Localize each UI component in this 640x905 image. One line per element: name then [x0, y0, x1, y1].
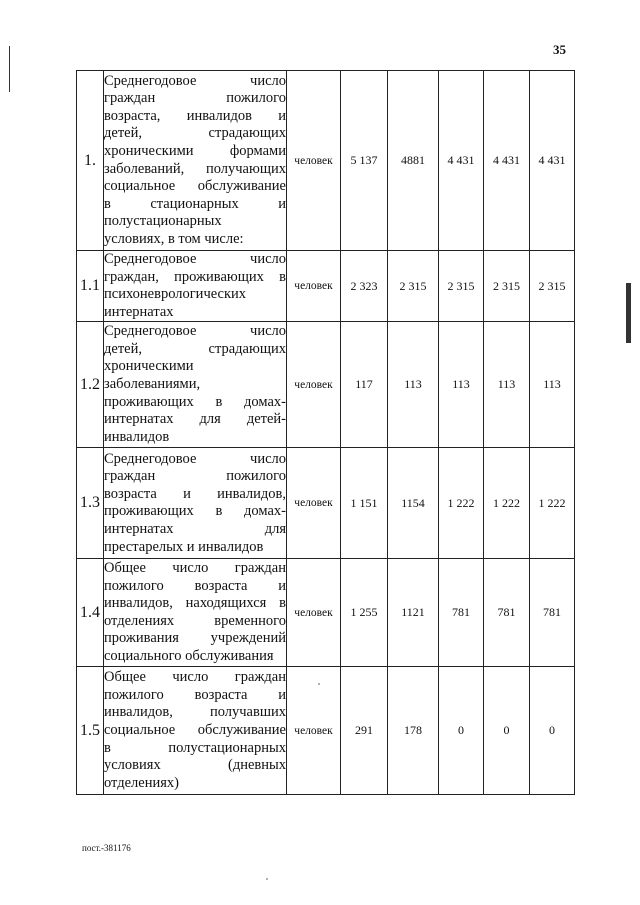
description-line: престарелых и инвалидов	[104, 538, 264, 555]
page-number: 35	[553, 42, 566, 57]
description-line: интернатах для	[104, 520, 286, 537]
description-line: интернатах	[104, 303, 174, 320]
description-line: условиях, в том числе:	[104, 230, 244, 247]
value-cell: 2 315	[530, 251, 575, 322]
description-line: социальное обслуживание	[104, 178, 286, 195]
description-line: социальное обслуживание	[104, 722, 286, 739]
statistics-table	[76, 70, 575, 795]
value-cell: 5 137	[341, 71, 388, 251]
scan-speck	[266, 878, 268, 880]
description-line: проживающих в домах-	[104, 503, 286, 520]
value-cell: 4 431	[439, 71, 484, 251]
description-line: хроническими	[104, 358, 194, 375]
value-cell: 781	[484, 559, 530, 667]
indicator-description	[104, 667, 287, 795]
table-body	[77, 71, 575, 795]
table-row	[77, 71, 575, 251]
footer-document-code: пост.-381176	[82, 843, 131, 853]
description-line: граждан, проживающих в	[104, 268, 286, 285]
value-cell: 113	[484, 322, 530, 448]
table-row	[77, 667, 575, 795]
scan-edge-mark	[9, 46, 10, 92]
description-line: психоневрологических	[104, 286, 247, 303]
unit-of-measure: человек	[287, 71, 341, 251]
description-line: в полустационарных	[104, 739, 286, 756]
row-number: 1.2	[77, 322, 104, 448]
value-cell: 4 431	[530, 71, 575, 251]
value-cell: 113	[388, 322, 439, 448]
description-line: заболеваний, получающих	[104, 160, 286, 177]
unit-of-measure: человек	[287, 448, 341, 559]
value-cell: 178	[388, 667, 439, 795]
description-line: граждан пожилого	[104, 468, 286, 485]
unit-of-measure: человек	[287, 667, 341, 795]
value-cell: 113	[530, 322, 575, 448]
description-line: детей, страдающих	[104, 340, 286, 357]
value-cell: 4 431	[484, 71, 530, 251]
table-row	[77, 322, 575, 448]
scan-speck	[318, 683, 320, 685]
indicator-description	[104, 322, 287, 448]
description-line: интернатах для детей-	[104, 411, 286, 428]
description-line: возраста и инвалидов,	[104, 485, 286, 502]
value-cell: 1154	[388, 448, 439, 559]
unit-of-measure: человек	[287, 251, 341, 322]
table-row	[77, 559, 575, 667]
table-row	[77, 251, 575, 322]
description-line: инвалидов	[104, 428, 170, 445]
value-cell: 117	[341, 322, 388, 448]
row-number: 1.	[77, 71, 104, 251]
indicator-description	[104, 559, 287, 667]
row-number: 1.4	[77, 559, 104, 667]
value-cell: 291	[341, 667, 388, 795]
value-cell: 0	[530, 667, 575, 795]
description-line: условиях (дневных	[104, 757, 286, 774]
value-cell: 2 315	[439, 251, 484, 322]
description-line: Общее число граждан	[104, 560, 286, 577]
value-cell: 1121	[388, 559, 439, 667]
indicator-description	[104, 448, 287, 559]
row-number: 1.1	[77, 251, 104, 322]
scan-edge-mark	[626, 283, 631, 343]
description-line: проживающих в домах-	[104, 393, 286, 410]
description-line: пожилого возраста и	[104, 686, 286, 703]
description-line: отделениях)	[104, 774, 179, 791]
description-line: Среднегодовое число	[104, 323, 286, 340]
indicator-description	[104, 71, 287, 251]
description-line: граждан пожилого	[104, 90, 286, 107]
description-line: хроническими формами	[104, 142, 286, 159]
unit-of-measure: человек	[287, 322, 341, 448]
value-cell: 1 222	[484, 448, 530, 559]
row-number: 1.5	[77, 667, 104, 795]
description-line: полустационарных	[104, 213, 222, 230]
description-line: в стационарных и	[104, 195, 286, 212]
description-line: заболеваниями,	[104, 376, 201, 393]
value-cell: 1 255	[341, 559, 388, 667]
value-cell: 4881	[388, 71, 439, 251]
value-cell: 1 222	[530, 448, 575, 559]
value-cell: 781	[530, 559, 575, 667]
table-row	[77, 448, 575, 559]
value-cell: 0	[439, 667, 484, 795]
description-line: Среднегодовое число	[104, 72, 286, 89]
description-line: социального обслуживания	[104, 648, 274, 665]
description-line: инвалидов, находящихся в	[104, 595, 286, 612]
description-line: отделениях временного	[104, 612, 286, 629]
description-line: инвалидов, получавших	[104, 704, 286, 721]
row-number: 1.3	[77, 448, 104, 559]
value-cell: 2 315	[388, 251, 439, 322]
value-cell: 113	[439, 322, 484, 448]
description-line: проживания учреждений	[104, 630, 286, 647]
value-cell: 781	[439, 559, 484, 667]
value-cell: 1 151	[341, 448, 388, 559]
description-line: пожилого возраста и	[104, 577, 286, 594]
value-cell: 2 323	[341, 251, 388, 322]
description-line: Среднегодовое число	[104, 450, 286, 467]
description-line: детей, страдающих	[104, 125, 286, 142]
description-line: Среднегодовое число	[104, 251, 286, 267]
indicator-description	[104, 251, 287, 322]
description-line: возраста, инвалидов и	[104, 107, 286, 124]
value-cell: 1 222	[439, 448, 484, 559]
description-line: Общее число граждан	[104, 669, 286, 686]
value-cell: 2 315	[484, 251, 530, 322]
unit-of-measure: человек	[287, 559, 341, 667]
value-cell: 0	[484, 667, 530, 795]
